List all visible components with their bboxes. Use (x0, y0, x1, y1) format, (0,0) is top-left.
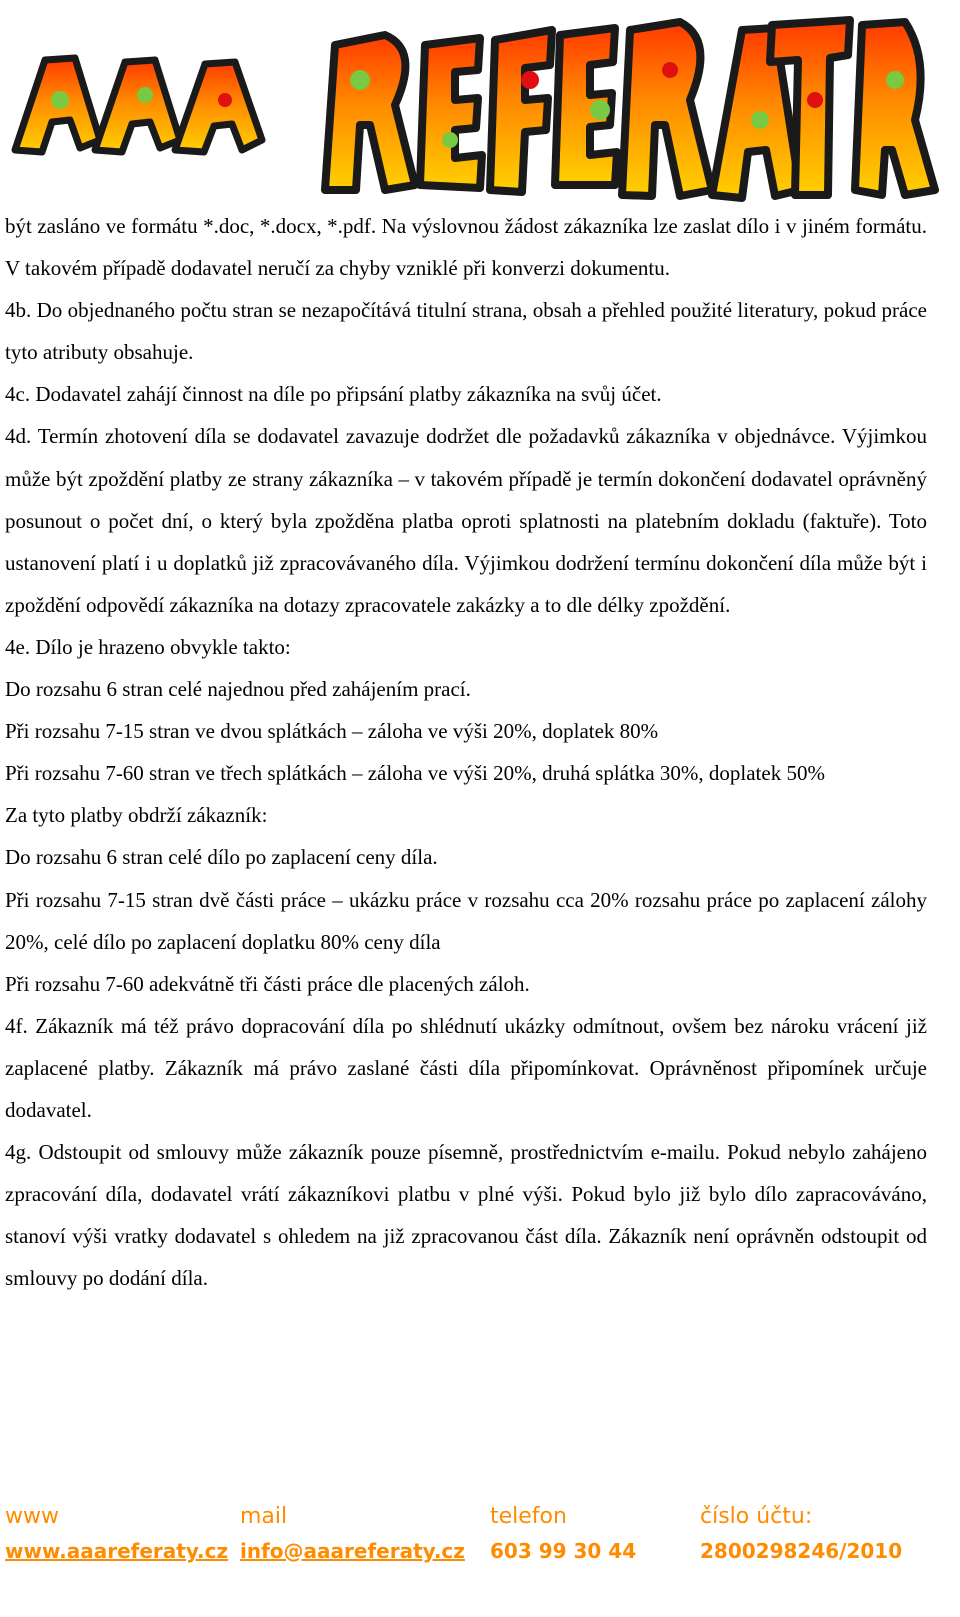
paragraph-4c: 4c. Dodavatel zahájí činnost na díle po připsání platby zákazníka na svůj účet. (5, 382, 662, 407)
footer-phone-value: 603 99 30 44 (490, 1539, 637, 1563)
paragraph-4d: 4d. Termín zhotovení díla se dodavatel zavazuje dodržet dle požadavků zákazníka v objednávce. Výjimkou může být zpoždění platby ze strany zákazníka – v takovém případě je termín dokončení dodavatel oprávněný posunout o počet dní, o který byla zpožděna platba oproti splatnosti na platebním dokladu (faktuře). Toto ustanovení platí i u doplatků již zpracovávaného díla. Výjimkou dodržení termínu dokončení díla může být i zpoždění odpovědí zákazníka na dotazy zpracovatele zakázky a to dle délky zpoždění. (5, 424, 927, 617)
footer-account-value: 2800298246/2010 (700, 1539, 903, 1563)
document-body (5, 205, 927, 1299)
delivery-line-1: Do rozsahu 6 stran celé dílo po zaplacení ceny díla. (5, 845, 438, 870)
delivery-heading: Za tyto platby obdrží zákazník: (5, 803, 268, 828)
footer-www-link[interactable]: www.aaareferaty.cz (5, 1539, 229, 1563)
payment-line-1: Do rozsahu 6 stran celé najednou před zahájením prací. (5, 677, 471, 702)
footer-account (700, 1500, 902, 1568)
footer-account-label: číslo účtu: (700, 1504, 813, 1529)
payment-line-2: Při rozsahu 7-15 stran ve dvou splátkách – záloha ve výši 20%, doplatek 80% (5, 719, 659, 744)
footer-mail-link[interactable]: info@aaareferaty.cz (240, 1539, 465, 1563)
graffiti-logo-image (0, 0, 960, 210)
payment-line-3: Při rozsahu 7-60 stran ve třech splátkách – záloha ve výši 20%, druhá splátka 30%, doplatek 50% (5, 761, 825, 786)
footer-mail-label: mail (240, 1504, 288, 1529)
paragraph-4b: 4b. Do objednaného počtu stran se nezapočítává titulní strana, obsah a přehled použité literatury, pokud práce tyto atributy obsahuje. (5, 298, 927, 365)
page-footer (0, 1500, 960, 1610)
paragraph-4e: 4e. Dílo je hrazeno obvykle takto: (5, 634, 291, 659)
footer-phone (490, 1500, 636, 1568)
paragraph-format: být zasláno ve formátu *.doc, *.docx, *.pdf. Na výslovnou žádost zákazníka lze zaslat dílo i v jiném formátu. V takovém případě dodavatel neručí za chyby vzniklé při konverzi dokumentu. (5, 214, 927, 281)
footer-www (5, 1500, 228, 1568)
footer-phone-label: telefon (490, 1504, 567, 1529)
footer-www-label: www (5, 1504, 59, 1529)
paragraph-4f: 4f. Zákazník má též právo dopracování díla po shlédnutí ukázky odmítnout, ovšem bez nároku vrácení již zaplacené platby. Zákazník má právo zaslané části díla připomínkovat. Oprávněnost připomínek určuje dodavatel. (5, 1013, 927, 1122)
paragraph-4g: 4g. Odstoupit od smlouvy může zákazník pouze písemně, prostřednictvím e-mailu. Pokud nebylo zahájeno zpracování díla, dodavatel vrátí zákazníkovi platbu v plné výši. Pokud bylo již bylo dílo zapracováváno, stanoví výši vratky dodavatel s ohledem na již zpracovanou část díla. Zákazník není oprávněn odstoupit od smlouvy po dodání díla. (5, 1140, 927, 1291)
footer-mail (240, 1500, 465, 1568)
logo-aaa (15, 58, 262, 152)
aaa-referaty-logo (0, 0, 960, 210)
delivery-line-2: Při rozsahu 7-15 stran dvě části práce – ukázku práce v rozsahu cca 20% rozsahu práce po zaplacení zálohy 20%, celé dílo po zaplacení doplatku 80% ceny díla (5, 887, 927, 954)
delivery-line-3: Při rozsahu 7-60 adekvátně tři části práce dle placených záloh. (5, 971, 530, 996)
logo-referaty (325, 20, 935, 198)
